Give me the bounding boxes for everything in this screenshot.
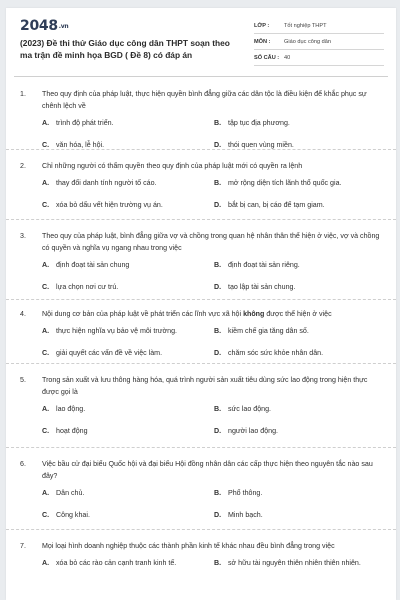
meta-label: LỚP : (254, 22, 270, 29)
answer-options (20, 398, 382, 442)
question-number: 1. (20, 90, 26, 98)
exam-meta (254, 18, 384, 66)
answer-option[interactable]: A. xóa bỏ các rào cản cạnh tranh kinh tế. (42, 559, 177, 567)
answer-option[interactable]: B. Phổ thông. (214, 489, 263, 497)
answer-option[interactable]: C. văn hóa, lễ hội. (42, 141, 105, 149)
answer-options (20, 482, 382, 526)
document-header (6, 8, 396, 70)
site-logo[interactable]: 2048.vn (20, 18, 69, 34)
answer-option[interactable]: C. giải quyết các vấn đề về việc làm. (42, 349, 163, 357)
question-item (6, 84, 396, 150)
answer-option[interactable]: A. định đoạt tài sản chung (42, 261, 130, 269)
question-text: 3. Theo quy của pháp luật, bình đẳng giữa vợ và chồng trong quan hệ nhân thân thể hiện ở việc, vợ và chồng có quyền và nghĩa vụ ngang nhau trong việc (20, 232, 380, 252)
question-number: 4. (20, 310, 26, 318)
answer-option[interactable]: A. thực hiện nghĩa vụ bảo vệ môi trường. (42, 327, 178, 335)
meta-row-subject (254, 34, 384, 50)
question-list (6, 84, 396, 590)
question-number: 6. (20, 460, 26, 468)
answer-option[interactable]: D. người lao động. (214, 427, 279, 435)
answer-option[interactable]: C. lựa chọn nơi cư trú. (42, 283, 119, 291)
answer-option[interactable]: B. kiềm chế gia tăng dân số. (214, 327, 309, 335)
answer-option[interactable]: D. bắt bị can, bị cáo để tạm giam. (214, 201, 325, 209)
question-item (6, 300, 396, 364)
question-text: 4. Nội dung cơ bản của pháp luật về phát triển các lĩnh vực xã hội không được thể hiện ở việc (20, 310, 332, 318)
answer-options (20, 254, 382, 298)
meta-label: SỐ CÂU : (254, 54, 280, 61)
question-text: 5. Trong sản xuất và lưu thông hàng hóa, quá trình người sản xuất tiêu dùng sức lao động trong hiện thực được gọi là (20, 376, 368, 396)
exam-page (6, 8, 396, 600)
question-item (6, 530, 396, 590)
question-text: 6. Việc bầu cử đại biểu Quốc hội và đại biểu Hội đồng nhân dân các cấp thực hiện theo nguyên tắc nào sau đây? (20, 460, 373, 480)
answer-option[interactable]: D. tạo lập tài sản chung. (214, 283, 296, 291)
question-text: 7. Mọi loại hình doanh nghiệp thuộc các thành phần kinh tế khác nhau đều bình đẳng trong việc (20, 542, 335, 550)
meta-row-class (254, 18, 384, 34)
question-number: 2. (20, 162, 26, 170)
emphasis-text: không (243, 310, 265, 318)
answer-option[interactable]: D. Minh bạch. (214, 511, 263, 519)
question-text: 1. Theo quy định của pháp luật, thực hiện quyền bình đẳng giữa các dân tộc là điều kiện để khắc phục sự chênh lệch về (20, 90, 367, 110)
answer-options (20, 172, 382, 216)
answer-options (20, 112, 382, 156)
question-item (6, 220, 396, 300)
meta-value: Tốt nghiệp THPT (284, 22, 327, 29)
question-number: 5. (20, 376, 26, 384)
header-divider (14, 76, 388, 77)
question-item (6, 150, 396, 220)
answer-option[interactable]: B. sức lao động. (214, 405, 272, 413)
answer-option[interactable]: D. thói quen vùng miền. (214, 141, 294, 149)
meta-row-question-count (254, 50, 384, 66)
answer-option[interactable]: A. lao động. (42, 405, 86, 413)
question-item (6, 448, 396, 530)
meta-label: MÔN : (254, 38, 271, 45)
answer-option[interactable]: C. xóa bỏ dấu vết hiện trường vụ án. (42, 201, 163, 209)
document-title: (2023) Đề thi thử Giáo dục công dân THPT soạn theo ma trận đề minh họa BGD ( Đề 8) có đáp án (20, 38, 230, 60)
answer-option[interactable]: D. chăm sóc sức khỏe nhân dân. (214, 349, 324, 357)
meta-value: 40 (284, 54, 291, 61)
answer-option[interactable]: B. sở hữu tài nguyên thiên nhiên thiên nhiên. (214, 559, 361, 567)
answer-option[interactable]: C. hoạt động (42, 427, 88, 435)
question-text: 2. Chỉ những người có thẩm quyền theo quy định của pháp luật mới có quyền ra lệnh (20, 162, 303, 170)
meta-value: Giáo dục công dân (284, 38, 331, 45)
answer-option[interactable]: B. tập tục địa phương. (214, 119, 290, 127)
question-item (6, 364, 396, 448)
answer-option[interactable]: B. định đoạt tài sản riêng. (214, 261, 300, 269)
answer-option[interactable]: C. Công khai. (42, 511, 90, 519)
answer-options (20, 552, 382, 574)
answer-option[interactable]: A. thay đổi danh tính người tố cáo. (42, 179, 157, 187)
answer-option[interactable]: A. Dân chủ. (42, 489, 85, 497)
question-number: 7. (20, 542, 26, 550)
answer-option[interactable]: A. trình độ phát triển. (42, 119, 114, 127)
answer-options (20, 320, 382, 364)
question-number: 3. (20, 232, 26, 240)
answer-option[interactable]: B. mở rộng diện tích lãnh thổ quốc gia. (214, 179, 342, 187)
